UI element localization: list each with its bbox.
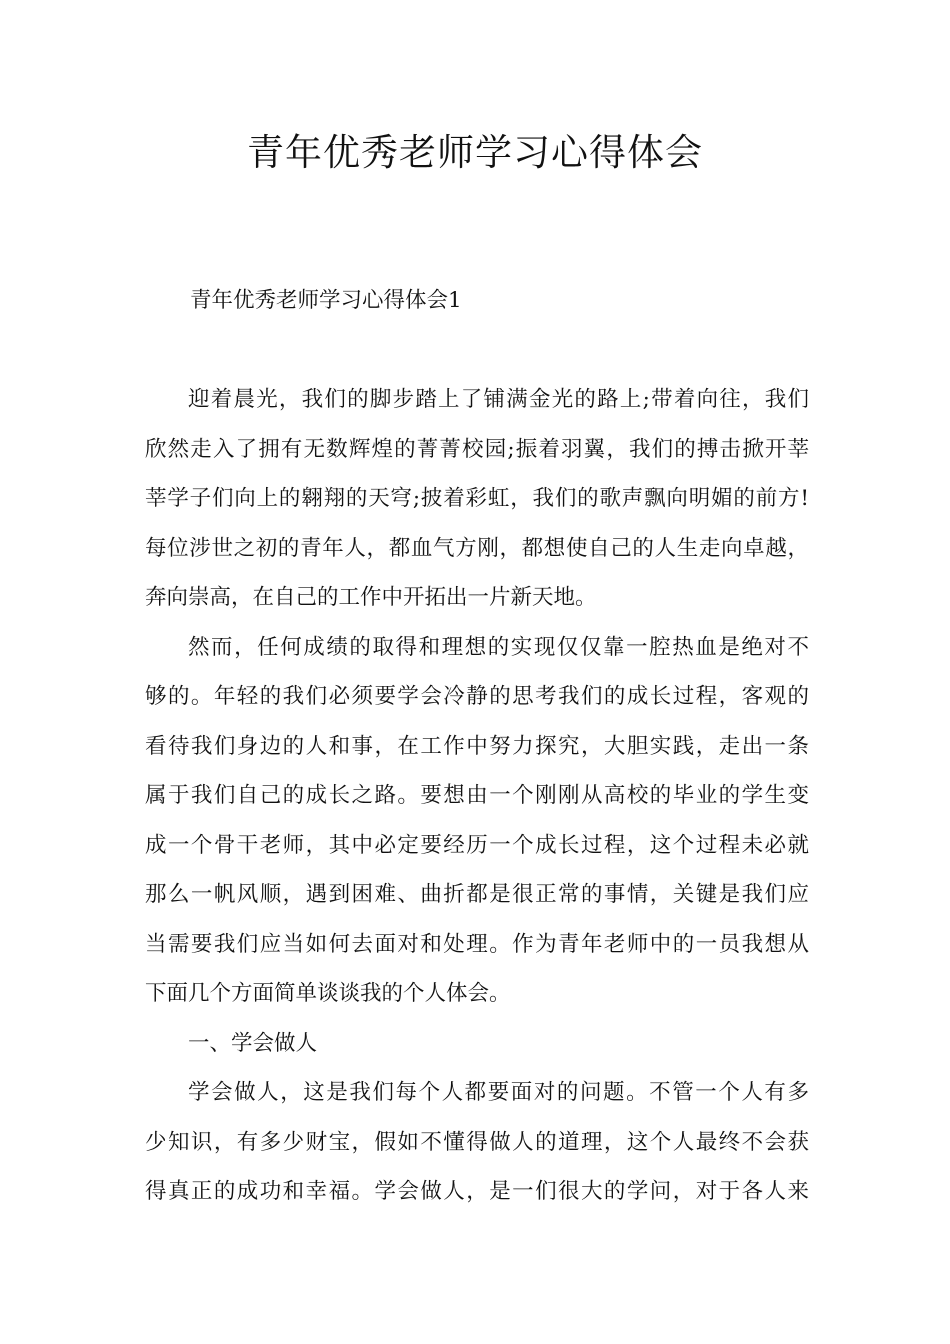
body-text-line: 下面几个方面简单谈谈我的个人体会。 (145, 981, 511, 1006)
document-body (145, 381, 809, 1223)
body-text-line: 成一个骨干老师，其中必定要经历一个成长过程，这个过程未必就 (145, 832, 809, 858)
body-text-line: 得真正的成功和幸福。学会做人，是一们很大的学问，对于各人来 (145, 1179, 809, 1204)
body-text-line: 然而，任何成绩的取得和理想的实现仅仅靠一腔热血是绝对不 (188, 634, 809, 660)
body-text-line: 当需要我们应当如何去面对和处理。作为青年老师中的一员我想从 (145, 931, 809, 957)
body-text-line: 迎着晨光，我们的脚步踏上了铺满金光的路上;带着向往，我们 (188, 387, 809, 412)
body-text-line: 每位涉世之初的青年人，都血气方刚，都想使自己的人生走向卓越， (145, 535, 809, 561)
body-text-line: 少知识，有多少财宝，假如不懂得做人的道理，这个人最终不会获 (145, 1129, 809, 1155)
document-subtitle: 青年优秀老师学习心得体会1 (190, 288, 462, 313)
body-text-line: 一、学会做人 (188, 1030, 318, 1056)
body-text-line: 属于我们自己的成长之路。要想由一个刚刚从高校的毕业的学生变 (145, 783, 809, 808)
body-text-line: 够的。年轻的我们必须要学会冷静的思考我们的成长过程，客观的 (145, 684, 809, 709)
body-text-line: 奔向崇高，在自己的工作中开拓出一片新天地。 (145, 585, 597, 610)
body-text-line: 学会做人，这是我们每个人都要面对的问题。不管一个人有多 (188, 1080, 809, 1105)
document-title: 青年优秀老师学习心得体会 (247, 131, 703, 174)
body-text-line: 欣然走入了拥有无数辉煌的菁菁校园;振着羽翼，我们的搏击掀开莘 (145, 436, 809, 462)
body-text-line: 莘学子们向上的翱翔的天穹;披着彩虹，我们的歌声飘向明媚的前方! (145, 486, 809, 511)
body-text-line: 那么一帆风顺，遇到困难、曲折都是很正常的事情，关键是我们应 (145, 882, 809, 907)
body-text-line: 看待我们身边的人和事，在工作中努力探究，大胆实践，走出一条 (145, 733, 809, 759)
